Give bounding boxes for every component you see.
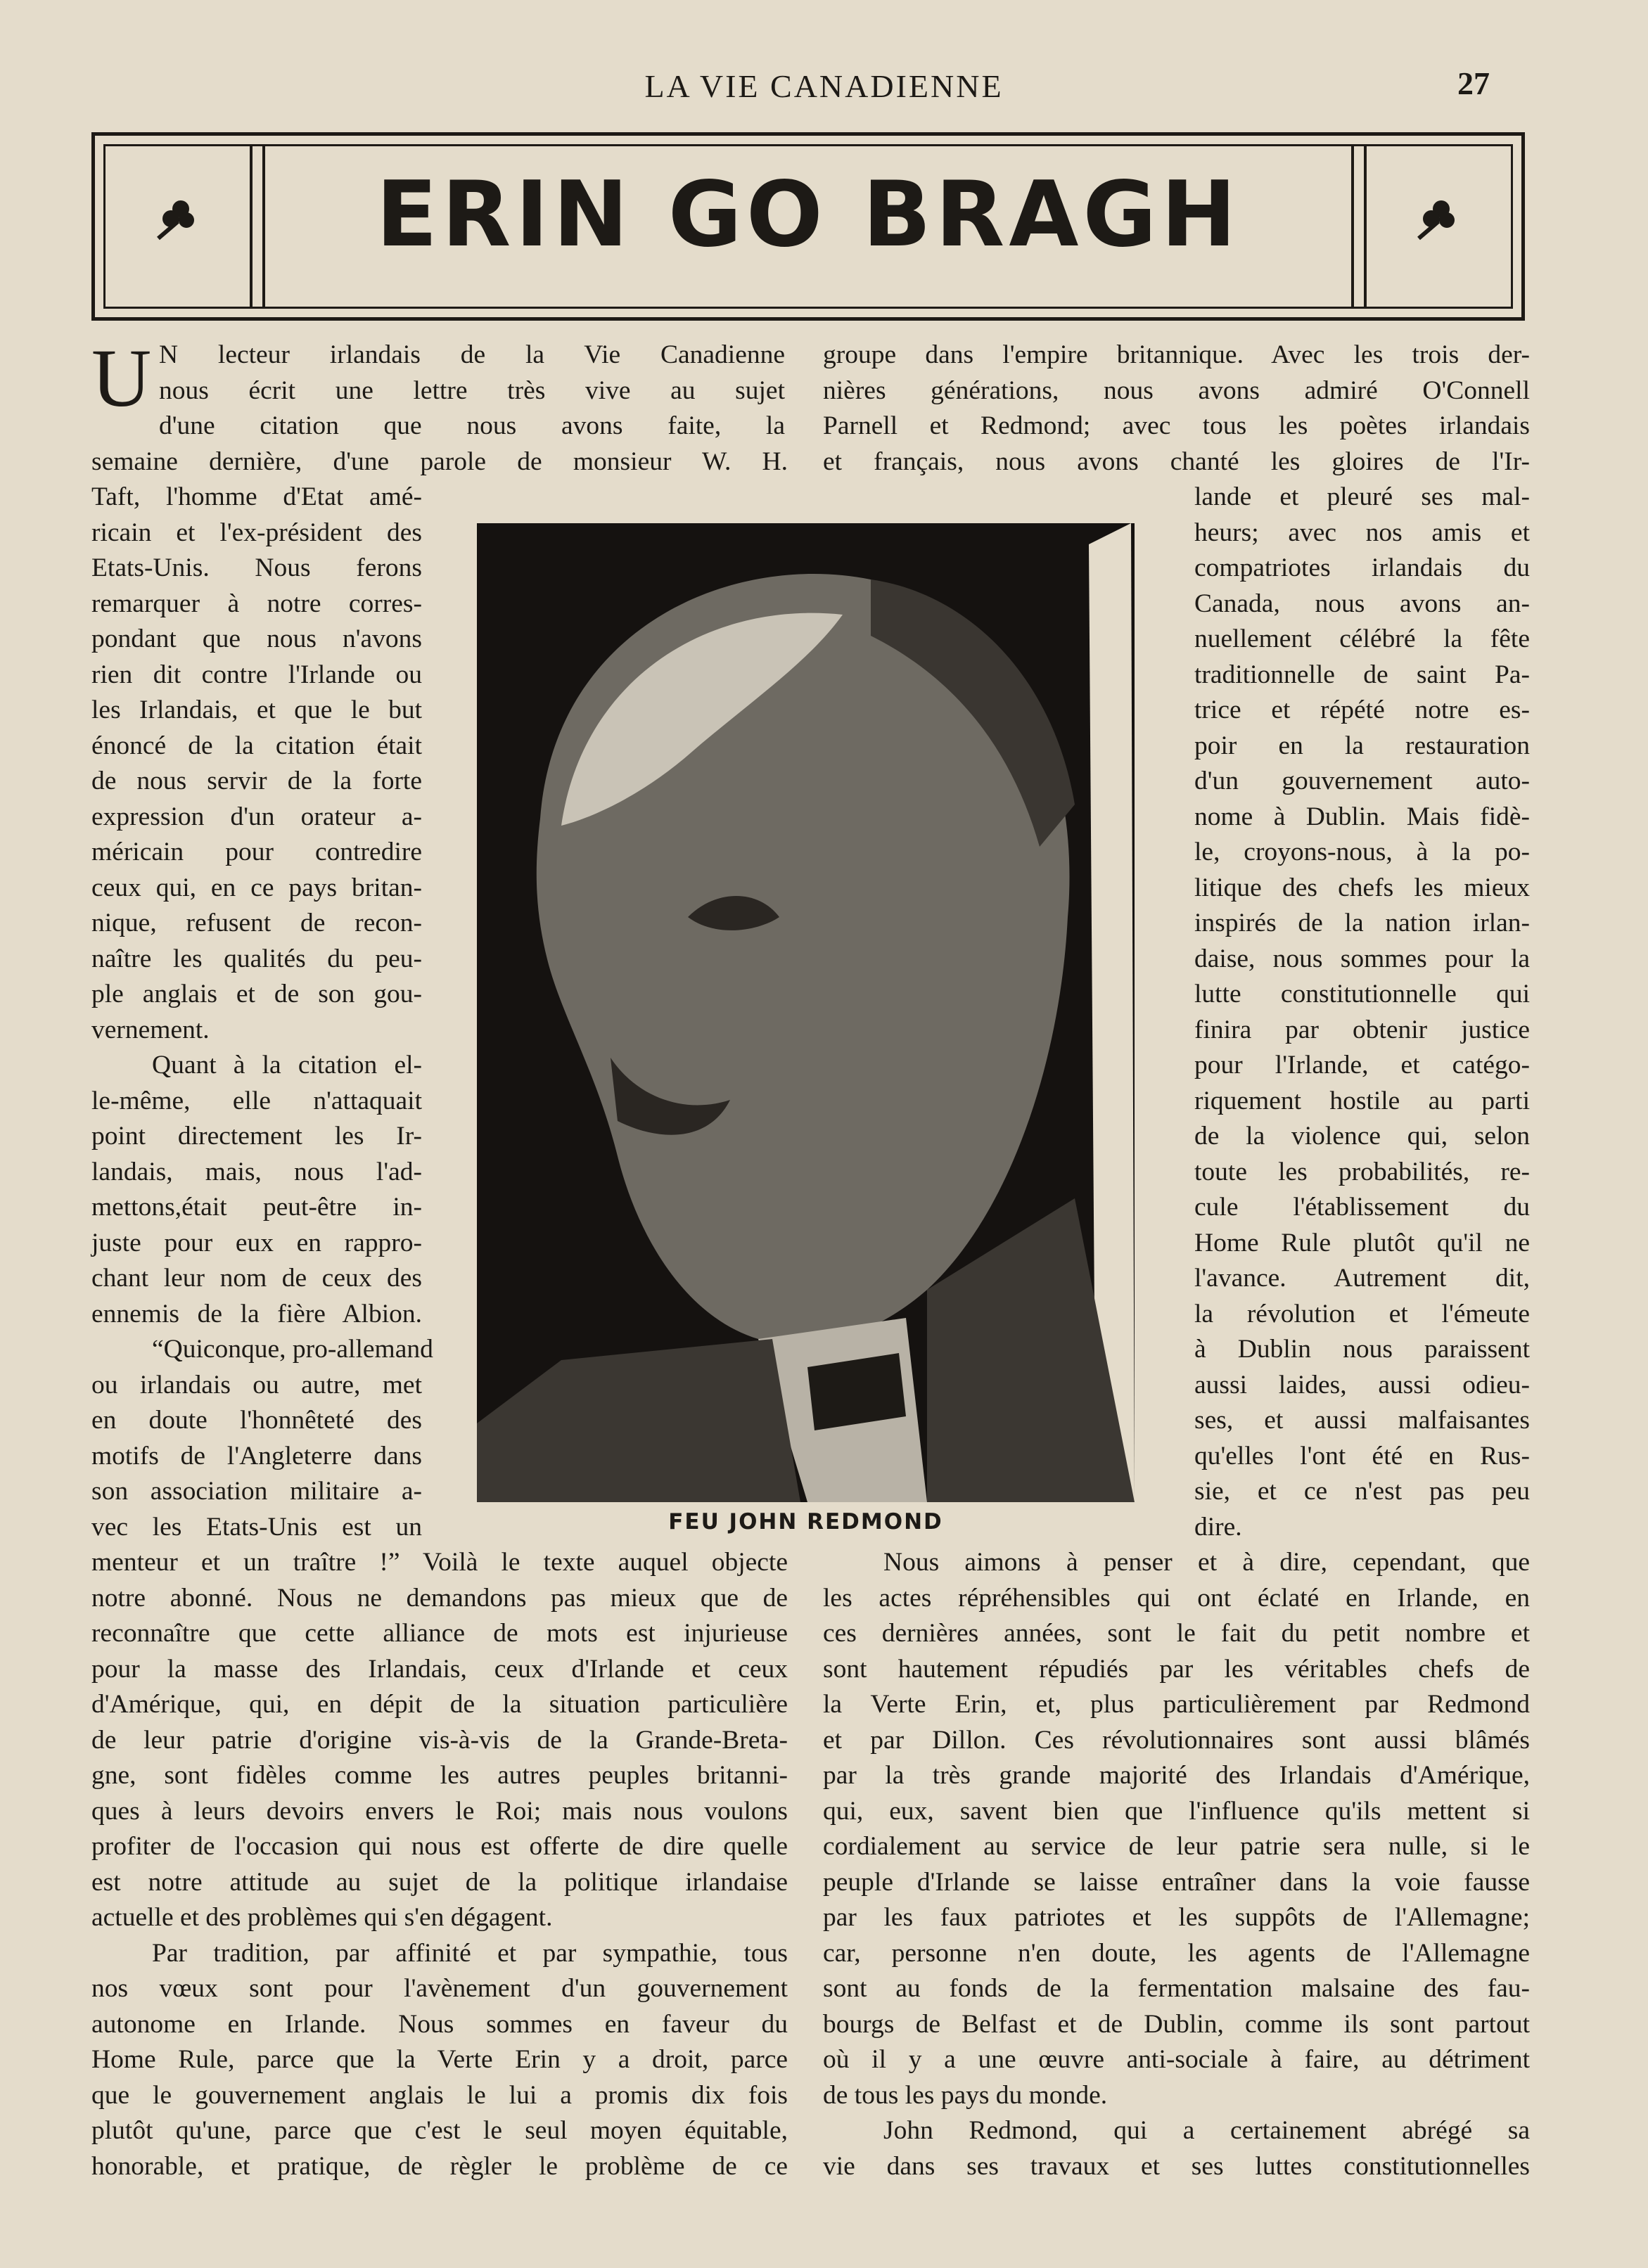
- text-line: traditionnelle de saint Pa-: [1194, 660, 1530, 689]
- text-line: qui, eux, savent bien que l'influence qu'ils mettent si: [823, 1796, 1530, 1826]
- text-line: lande et pleuré ses mal-: [1194, 482, 1530, 511]
- text-line: sie, et ce n'est pas peu: [1194, 1477, 1530, 1506]
- text-line: énoncé de la citation était: [91, 731, 422, 760]
- text-line: landais, mais, nous l'ad-: [91, 1157, 422, 1186]
- text-line: vernement.: [91, 1015, 210, 1044]
- text-line: nique, refusent de recon-: [91, 909, 422, 937]
- text-line: naître les qualités du peu-: [91, 944, 422, 973]
- portrait-drawing: [477, 523, 1135, 1502]
- text-line: l'avance. Autrement dit,: [1194, 1264, 1530, 1293]
- text-line: finira par obtenir justice: [1194, 1015, 1530, 1044]
- text-line: à Dublin nous paraissent: [1194, 1335, 1530, 1364]
- text-line: poir en la restauration: [1194, 731, 1530, 760]
- text-line: Canada, nous avons an-: [1194, 589, 1530, 618]
- text-line: honorable, et pratique, de règler le problème de ce: [91, 2151, 788, 2181]
- text-line: cule l'établissement du: [1194, 1193, 1530, 1222]
- running-head: LA VIE CANADIENNE: [644, 68, 1004, 104]
- text-line: N lecteur irlandais de la Vie Canadienne: [159, 340, 785, 369]
- text-line: la Verte Erin, et, plus particulièrement par Redmond: [823, 1690, 1530, 1719]
- text-line: nuellement célébré la fête: [1194, 624, 1530, 653]
- headline: ERIN GO BRAGH: [376, 162, 1241, 267]
- text-line: heurs; avec nos amis et: [1194, 518, 1530, 547]
- text-line: où il y a une œuvre anti-sociale à faire, au détriment: [823, 2045, 1530, 2074]
- title-frame: [91, 132, 1525, 321]
- text-line: chant leur nom de ceux des: [91, 1264, 422, 1293]
- text-line: ses, et aussi malfaisantes: [1194, 1406, 1530, 1435]
- text-line: peuple d'Irlande se laisse entraîner dans la voie fausse: [823, 1867, 1530, 1897]
- text-line: d'Amérique, qui, en dépit de la situation particulière: [91, 1690, 788, 1719]
- text-line: le-même, elle n'attaquait: [91, 1086, 422, 1115]
- text-line: toute les probabilités, re-: [1194, 1157, 1530, 1186]
- text-line: “Quiconque, pro-allemand: [152, 1335, 433, 1364]
- text-line: trice et répété notre es-: [1194, 696, 1530, 724]
- text-line: nome à Dublin. Mais fidè-: [1194, 802, 1530, 831]
- text-line: expression d'un orateur a-: [91, 802, 422, 831]
- text-line: reconnaître que cette alliance de mots est injurieuse: [91, 1619, 788, 1648]
- text-line: ques à leurs devoirs envers le Roi; mais nous voulons: [91, 1796, 788, 1826]
- text-line: riquement hostile au parti: [1194, 1086, 1530, 1115]
- text-line: Home Rule, parce que la Verte Erin y a droit, parce: [91, 2045, 788, 2074]
- text-line: les actes répréhensibles qui ont éclaté en Irlande, en: [823, 1583, 1530, 1613]
- text-line: de leur patrie d'origine vis-à-vis de la Grande-Breta-: [91, 1725, 788, 1755]
- title-frame-right-divider: [1351, 144, 1367, 309]
- text-line: aussi laides, aussi odieu-: [1194, 1370, 1530, 1399]
- text-line: menteur et un traître !” Voilà le texte auquel objecte: [91, 1548, 788, 1577]
- text-line: autonome en Irlande. Nous sommes en faveur du: [91, 2009, 788, 2039]
- text-line: ceux qui, en ce pays britan-: [91, 873, 422, 902]
- text-line: Quant à la citation el-: [152, 1051, 422, 1079]
- text-line: vec les Etats-Unis est un: [91, 1512, 422, 1542]
- text-line: la révolution et l'émeute: [1194, 1299, 1530, 1328]
- text-line: sont hautement répudiés par les véritables chefs de: [823, 1654, 1530, 1684]
- text-line: motifs de l'Angleterre dans: [91, 1441, 422, 1471]
- text-line: de tous les pays du monde.: [823, 2080, 1108, 2110]
- text-line: car, personne n'en doute, les agents de l'Allemagne: [823, 1938, 1530, 1968]
- text-line: semaine dernière, d'une parole de monsieur W. H.: [91, 447, 788, 476]
- text-line: le, croyons-nous, à la po-: [1194, 838, 1530, 866]
- text-line: plutôt qu'une, parce que c'est le seul moyen équitable,: [91, 2116, 788, 2145]
- text-line: ces dernières années, sont le fait du petit nombre et: [823, 1619, 1530, 1648]
- text-line: juste pour eux en rappro-: [91, 1228, 422, 1257]
- text-line: pour la masse des Irlandais, ceux d'Irlande et ceux: [91, 1654, 788, 1684]
- text-line: dire.: [1194, 1512, 1242, 1542]
- page-number: 27: [1457, 65, 1490, 101]
- text-line: mettons,était peut-être in-: [91, 1193, 422, 1222]
- text-line: cordialement au service de leur patrie sera nulle, si le: [823, 1832, 1530, 1861]
- text-line: John Redmond, qui a certainement abrégé sa: [883, 2116, 1530, 2145]
- text-line: pondant que nous n'avons: [91, 624, 422, 653]
- text-line: profiter de l'occasion qui nous est offerte de dire quelle: [91, 1832, 788, 1861]
- text-line: Home Rule plutôt qu'il ne: [1194, 1228, 1530, 1257]
- text-line: Taft, l'homme d'Etat amé-: [91, 482, 422, 511]
- text-line: Nous aimons à penser et à dire, cependant, que: [883, 1548, 1530, 1577]
- drop-cap: U: [91, 332, 152, 424]
- shamrock-ornament-left-icon: [150, 192, 206, 248]
- text-line: d'une citation que nous avons faite, la: [159, 411, 785, 440]
- text-line: ou irlandais ou autre, met: [91, 1370, 422, 1399]
- text-line: que le gouvernement anglais le lui a promis dix fois: [91, 2080, 788, 2110]
- text-line: les Irlandais, et que le but: [91, 696, 422, 724]
- text-line: qu'elles l'ont été en Rus-: [1194, 1441, 1530, 1471]
- text-line: point directement les Ir-: [91, 1122, 422, 1151]
- text-line: Par tradition, par affinité et par sympathie, tous: [152, 1938, 788, 1968]
- title-frame-left-divider: [250, 144, 265, 309]
- text-line: son association militaire a-: [91, 1477, 422, 1506]
- text-line: litique des chefs les mieux: [1194, 873, 1530, 902]
- text-line: compatriotes irlandais du: [1194, 553, 1530, 582]
- text-line: Etats-Unis. Nous ferons: [91, 553, 422, 582]
- text-line: gne, sont fidèles comme les autres peuples britanni-: [91, 1761, 788, 1790]
- text-line: ricain et l'ex-président des: [91, 518, 422, 547]
- text-line: par les faux patriotes et les suppôts de l'Allemagne;: [823, 1903, 1530, 1932]
- portrait-illustration: [477, 523, 1135, 1502]
- text-line: pour l'Irlande, et catégo-: [1194, 1051, 1530, 1079]
- text-line: Parnell et Redmond; avec tous les poètes irlandais: [823, 411, 1530, 440]
- text-line: d'un gouvernement auto-: [1194, 767, 1530, 795]
- text-line: de la violence qui, selon: [1194, 1122, 1530, 1151]
- text-line: daise, nous sommes pour la: [1194, 944, 1530, 973]
- text-line: bourgs de Belfast et de Dublin, comme ils sont partout: [823, 2009, 1530, 2039]
- text-line: notre abonné. Nous ne demandons pas mieux que de: [91, 1583, 788, 1613]
- text-line: actuelle et des problèmes qui s'en dégagent.: [91, 1903, 553, 1932]
- text-line: ennemis de la fière Albion.: [91, 1299, 422, 1328]
- text-line: groupe dans l'empire britannique. Avec les trois der-: [823, 340, 1530, 369]
- text-line: de nous servir de la forte: [91, 767, 422, 795]
- text-line: sont au fonds de la fermentation malsaine des fau-: [823, 1974, 1530, 2003]
- text-line: lutte constitutionnelle qui: [1194, 980, 1530, 1008]
- text-line: en doute l'honnêteté des: [91, 1406, 422, 1435]
- shamrock-ornament-right-icon: [1410, 192, 1467, 248]
- text-line: vie dans ses travaux et ses luttes constitutionnelles: [823, 2151, 1530, 2181]
- text-line: inspirés de la nation irlan-: [1194, 909, 1530, 937]
- text-line: nières générations, nous avons admiré O'Connell: [823, 376, 1530, 405]
- text-line: nous écrit une lettre très vive au sujet: [159, 376, 785, 405]
- text-line: rien dit contre l'Irlande ou: [91, 660, 422, 689]
- portrait-caption: FEU JOHN REDMOND: [668, 1509, 943, 1535]
- text-line: et par Dillon. Ces révolutionnaires sont aussi blâmés: [823, 1725, 1530, 1755]
- text-line: et français, nous avons chanté les gloires de l'Ir-: [823, 447, 1530, 476]
- text-line: est notre attitude au sujet de la politique irlandaise: [91, 1867, 788, 1897]
- text-line: nos vœux sont pour l'avènement d'un gouvernement: [91, 1974, 788, 2003]
- text-line: remarquer à notre corres-: [91, 589, 422, 618]
- text-line: ple anglais et de son gou-: [91, 980, 422, 1008]
- text-line: méricain pour contredire: [91, 838, 422, 866]
- text-line: par la très grande majorité des Irlandais d'Amérique,: [823, 1761, 1530, 1790]
